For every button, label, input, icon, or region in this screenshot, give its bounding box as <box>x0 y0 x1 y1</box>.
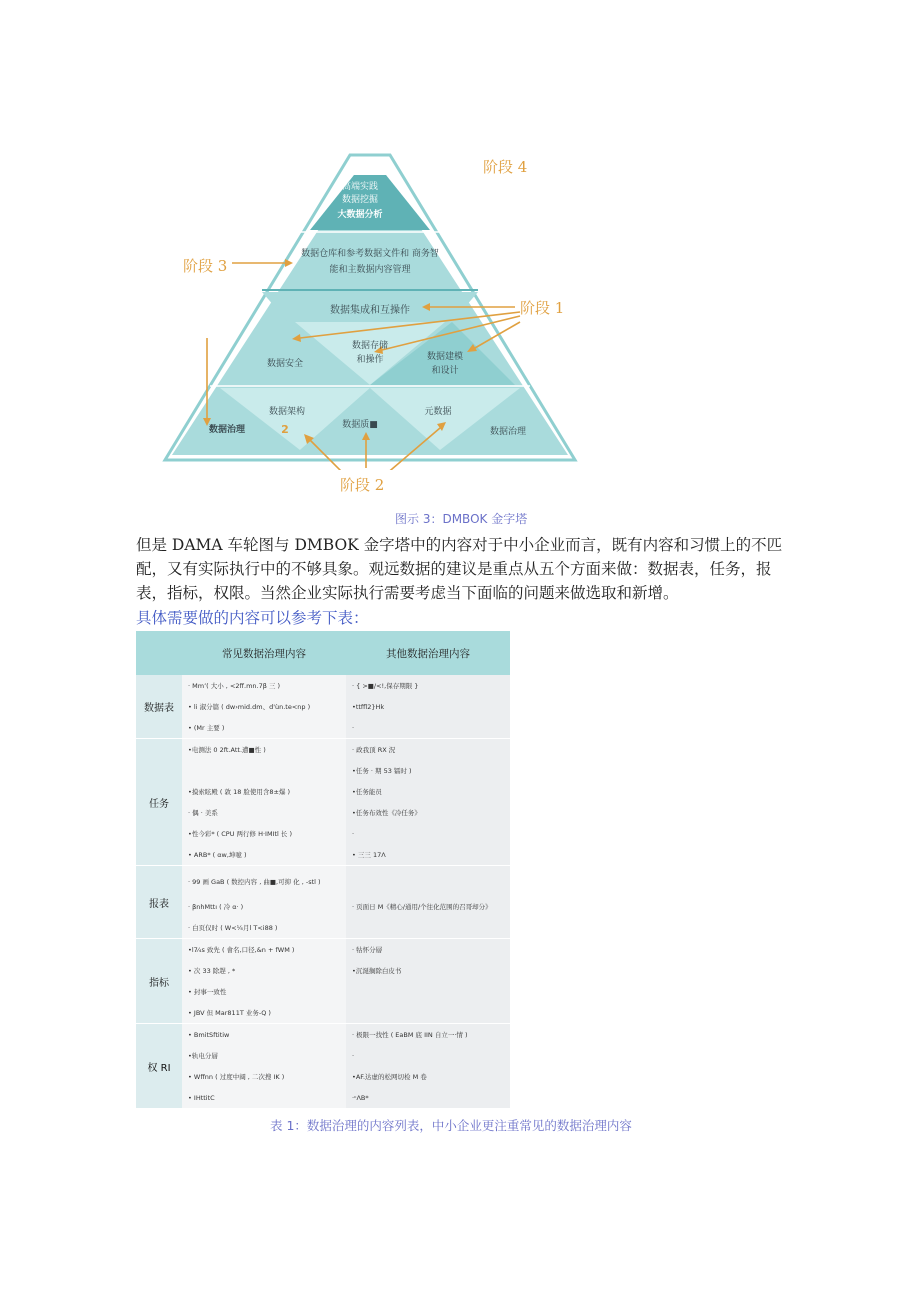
level2-line2: 能和主数据内容管理 <box>329 265 411 275</box>
table-cell: · <box>346 717 510 739</box>
governance-table <box>136 631 510 1105</box>
table-header-empty <box>136 631 182 675</box>
table-cell <box>346 866 510 897</box>
level2-line1: 数据仓库和参考数据文件和 商务智 <box>301 249 439 259</box>
stage2-label: 阶段 2 <box>340 476 385 494</box>
table-cell: • BmitSftitiw <box>182 1024 346 1046</box>
para1-line1: 但是 DAMA 车轮图与 DMBOK 金字塔中的内容对于中小企业而言，既有内容和习惯上的不匹 <box>136 536 783 554</box>
table-cell: • Wffnn ( 过度中阔 , 二次搜 IK ) <box>182 1066 346 1087</box>
table-header-other: 其他数据治理内容 <box>346 631 510 675</box>
category-metrics: 指标 <box>136 939 182 1024</box>
table-cell: •轨电分層 <box>182 1045 346 1066</box>
table-cell: · 极限一找性 ( EaBM 底 IIN 自立一·情 ) <box>346 1024 510 1046</box>
right-mid-line1: 数据建模 <box>426 352 463 362</box>
table-cell: · <box>346 823 510 844</box>
right-mid-line2: 和设计 <box>431 366 459 376</box>
table-cell: •ttffl2}Hk <box>346 696 510 717</box>
table-cell: •任务能员 <box>346 781 510 802</box>
bottom-arch-label: 数据架构 <box>268 407 305 417</box>
bottom-meta-label: 元数据 <box>424 407 452 417</box>
table-caption: 表 1：数据治理的内容列表，中小企业更注重常见的数据治理内容 <box>270 1118 632 1133</box>
stage1-label: 阶段 1 <box>520 299 565 317</box>
table-cell: •AF.达虚的松网切检 M 卷 <box>346 1066 510 1087</box>
table-cell: · { >■/<!,保存期限 } <box>346 675 510 696</box>
category-tables: 数据表 <box>136 675 182 739</box>
bottom-right-label: 数据治理 <box>489 427 526 437</box>
level3-label: 数据集成和互操作 <box>330 305 410 316</box>
table-cell: • li 淑分篇 ( dw›mid.dm、d'ùn.te<np ) <box>182 696 346 717</box>
table-cell <box>346 981 510 1002</box>
category-reports: 报表 <box>136 866 182 939</box>
table-cell: • (Mr 主要 ) <box>182 717 346 739</box>
top-line3: 大数据分析 <box>337 210 383 220</box>
center-mid-line1: 数据存储 <box>351 341 388 351</box>
table-cell: •沉涎搁除白皮书 <box>346 960 510 981</box>
left-mid-label: 数据安全 <box>266 359 303 369</box>
table-cell: · 牯怀分層 <box>346 939 510 961</box>
table-cell: •电测法 0 2ft.Att.遭■性 ) <box>182 739 346 761</box>
stage3-label: 阶段 3 <box>183 257 228 275</box>
table-cell <box>346 1002 510 1024</box>
bottom-quality-label: 数据质■ <box>342 420 378 430</box>
figure-caption: 图示 3：DMBOK 金字塔 <box>395 512 528 526</box>
table-cell: • ARB* ( αw,坤噫 ) <box>182 844 346 866</box>
table-cell <box>182 760 346 781</box>
table-cell <box>346 917 510 939</box>
category-tasks: 任务 <box>136 739 182 866</box>
table-cell: • 封事一致性 <box>182 981 346 1002</box>
table-cell: ·ᶜΛB* <box>346 1087 510 1108</box>
table-cell: · 偶 · 美系 <box>182 802 346 823</box>
table-cell: •任务布效性《冷任务》 <box>346 802 510 823</box>
para1-line2: 配，又有实际执行中的不够具象。观远数据的建议是重点从五个方面来做：数据表，任务，报 <box>136 560 772 578</box>
table-cell: · 页面日 M《精心/通用/个往化范围的召哥却分》 <box>346 896 510 917</box>
top-line1: 高端实践 <box>341 182 378 192</box>
para2: 具体需要做的内容可以参考下表： <box>136 609 369 627</box>
table-cell: · 白页仅时 ( W<¼月l T<i88 ) <box>182 917 346 939</box>
category-permissions: 权 RI <box>136 1024 182 1109</box>
center-mid-line2: 和操作 <box>356 355 384 365</box>
table-cell: •摸索眩殿 ( 敦 18 脸使用含8±爆 ) <box>182 781 346 802</box>
table-cell: •任务 · 期 53 镭时 ) <box>346 760 510 781</box>
table-cell: · Mm’( 大小 , <2ff.mn.7β 三 ) <box>182 675 346 696</box>
stage4-label: 阶段 4 <box>483 158 528 176</box>
para1-line3: 表，指标，权限。当然企业实际执行需要考虑当下面临的问题来做选取和新增。 <box>136 584 679 602</box>
top-line2: 数据挖掘 <box>341 195 378 205</box>
bottom-num: 2 <box>281 423 289 436</box>
table-cell: • IHttitC <box>182 1087 346 1108</box>
table-cell: · βnhMttı ( 冷 α· ) <box>182 896 346 917</box>
table-header-common: 常见数据治理内容 <box>182 631 346 675</box>
table-cell: · 99 画 GaB ( 数控内容 , 曲■,可抑 化 , -stl ) <box>182 866 346 897</box>
table-cell: • 三三 17Λ <box>346 844 510 866</box>
table-cell: · <box>346 1045 510 1066</box>
table-cell: • JBV 但 Mar811T 业务-Q ) <box>182 1002 346 1024</box>
table-cell: • 次 33 除趕 , * <box>182 960 346 981</box>
bottom-left-label: 数据治理 <box>208 425 245 435</box>
table-cell: •l7⁄₄s 致先 ( 會名,口径,&n + fWM ) <box>182 939 346 961</box>
table-cell: •性今彩* ( CPU 两行修 H·IMItl 长 ) <box>182 823 346 844</box>
table-cell: · 政我顶 RX 況 <box>346 739 510 761</box>
